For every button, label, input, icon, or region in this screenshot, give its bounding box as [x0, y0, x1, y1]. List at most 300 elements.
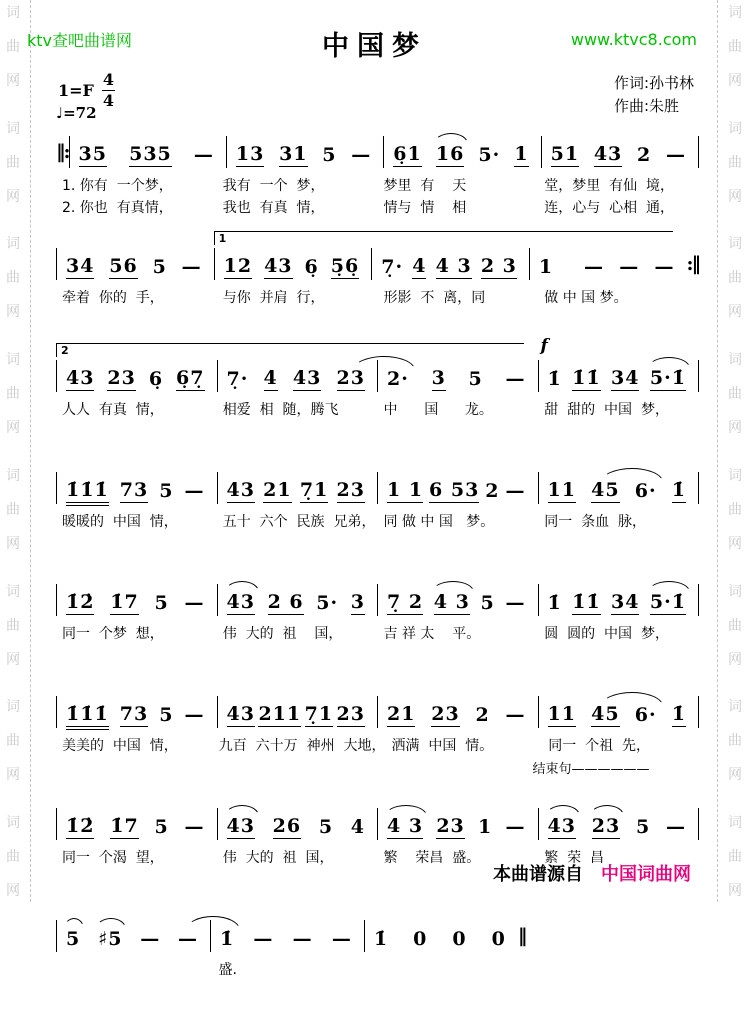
watermark-right — [726, 2, 744, 900]
watermark-group — [4, 349, 22, 437]
watermark-group — [726, 349, 744, 437]
ending-phrase-label: 结束句—————— — [532, 762, 650, 777]
lyric-segment: 盛. — [218, 962, 237, 978]
notes-row — [56, 136, 699, 168]
watermark-group — [4, 812, 22, 900]
lyric-segment: 做 中 国 梦。 — [544, 290, 628, 306]
note-group: 1̇ — [220, 930, 234, 951]
note-group: — — [292, 928, 313, 950]
lyrics-row — [56, 287, 699, 307]
note-group: 23 — [336, 479, 365, 501]
note-group: 4 — [263, 367, 278, 389]
watermark-group — [4, 118, 22, 206]
note-group: 73 — [119, 703, 149, 725]
lyric-segment: 牵着 你的 手， — [62, 290, 164, 306]
lyric-segment: 情与 情 相 — [383, 200, 467, 216]
watermark-group — [4, 581, 22, 669]
note-group: — — [505, 592, 526, 614]
watermark-char: 曲 — [728, 154, 742, 171]
note-group: 1̇ — [373, 928, 389, 950]
measure — [214, 232, 372, 280]
watermark-char: 曲 — [6, 733, 20, 750]
watermark-char: 曲 — [728, 39, 742, 55]
note-group: 1 — [514, 143, 529, 165]
measure — [538, 584, 700, 616]
measure — [56, 344, 217, 392]
watermark-char: 网 — [728, 420, 742, 437]
note-group: 5 — [66, 930, 80, 951]
note-group: — — [505, 816, 526, 838]
measure — [377, 808, 538, 840]
watermark-char: 词 — [728, 699, 742, 716]
lyric-segment — [56, 959, 212, 979]
watermark-group — [726, 118, 744, 206]
music-system — [56, 920, 699, 1016]
watermark-char: 网 — [6, 304, 20, 321]
notes-row — [56, 808, 699, 840]
note-group: 2 6 — [267, 591, 304, 613]
note-group: 7̣1 — [304, 703, 334, 725]
watermark-char: 网 — [728, 535, 742, 552]
time-top: 4 — [102, 70, 114, 89]
lyric-segment: 2. 你也 有真情， — [62, 200, 173, 216]
watermark-char: 曲 — [6, 617, 20, 634]
lyrics-row — [56, 197, 699, 217]
note-group: — — [184, 480, 205, 502]
tie-slur-arc — [601, 692, 663, 706]
note-group: 43 — [264, 255, 293, 277]
note-group: 13 — [235, 143, 265, 165]
note-group: 35 — [78, 143, 107, 165]
note-group: 21 — [263, 479, 292, 501]
notes-row — [56, 232, 700, 280]
watermark-char: 词 — [728, 5, 742, 21]
measure — [377, 472, 538, 504]
note-group: 43 — [227, 817, 255, 839]
tie-slur-arc — [432, 581, 474, 592]
watermark-group — [4, 696, 22, 784]
watermark-char: 网 — [6, 767, 20, 784]
note-group: — — [665, 816, 686, 838]
lyric-segment: 圆 圆的 中国 梦， — [544, 626, 669, 642]
tie-slur-arc — [96, 918, 126, 929]
note-group: 5 — [322, 144, 337, 166]
note-group: 23 — [431, 703, 460, 725]
lyric-segment: 我也 有真 情， — [222, 200, 325, 216]
lyric-segment: 繁 荣昌 盛。 — [383, 850, 481, 866]
note-group: 1̇1̇ — [572, 367, 601, 389]
music-system — [56, 808, 699, 904]
volta-bracket: 2 — [56, 343, 524, 357]
site-link-left[interactable]: ktv查吧曲谱网 — [27, 31, 133, 50]
watermark-char: 曲 — [728, 386, 742, 403]
lyrics-row — [56, 399, 699, 419]
measure — [529, 248, 687, 280]
watermark-left — [4, 2, 22, 900]
note-group: 73 — [119, 479, 149, 501]
note-group: 6̣ — [304, 256, 319, 278]
lyric-segment: 洒满 中国 情。 — [391, 738, 494, 754]
watermark-char: 曲 — [728, 270, 742, 287]
credits — [614, 72, 694, 117]
watermark-char: 词 — [6, 814, 20, 831]
lyric-segment — [369, 959, 525, 979]
lyric-segment: 同一 个渴 望， — [62, 850, 164, 866]
music-system — [56, 232, 700, 344]
tie-slur-arc — [648, 357, 690, 368]
note-group: 5 — [480, 592, 495, 614]
note-group: 6· — [635, 482, 657, 503]
lyrics-row — [56, 959, 525, 979]
music-system — [56, 584, 699, 680]
measure — [56, 808, 217, 840]
note-group: 43 — [66, 367, 95, 389]
tie-slur-arc — [546, 805, 580, 816]
note-group: — — [253, 928, 274, 950]
watermark-char: 曲 — [728, 501, 742, 518]
watermark-group — [726, 696, 744, 784]
measure — [377, 360, 538, 392]
watermark-char: 曲 — [6, 386, 20, 403]
note-group: — — [505, 480, 526, 502]
note-group: 6̣ — [148, 368, 164, 390]
measure — [371, 248, 529, 280]
note-group: 1̇2̇ — [66, 815, 95, 837]
note-group: 7̣· — [381, 256, 404, 278]
note-group: — — [184, 592, 205, 614]
note-group: 43 — [593, 143, 623, 165]
note-group: 2 3 — [480, 255, 517, 277]
note-group: 3 — [350, 591, 365, 613]
note-group: 34 — [611, 591, 640, 613]
note-group: 34 — [66, 255, 95, 277]
lyric-segment: 中 国 龙。 — [383, 402, 493, 418]
tie-slur-arc — [434, 133, 468, 144]
note-group: 7̣1 — [299, 479, 329, 501]
repeat-end-barline: :‖ — [686, 253, 700, 275]
note-group: 2 — [485, 480, 500, 502]
watermark-group — [4, 233, 22, 321]
note-group: 5 — [152, 256, 167, 278]
note-group: 5 — [635, 816, 651, 838]
note-group: ♯5 — [98, 930, 122, 951]
note-group: 5 — [159, 704, 174, 726]
note-group: 23 — [107, 367, 136, 389]
notes-row — [56, 584, 699, 616]
lyric-segment: 同一 个祖 先， — [548, 738, 651, 754]
lyric-segment: 连，心与 心相 通， — [544, 200, 675, 216]
lyric-segment: 相爱 相 随，腾飞 — [222, 402, 339, 418]
note-group: 43 — [292, 367, 322, 389]
watermark-char: 词 — [728, 814, 742, 831]
tie-slur-arc — [64, 918, 84, 929]
note-group: 4 3 — [435, 255, 472, 277]
lyrics-row — [56, 623, 699, 643]
watermark-char: 网 — [728, 882, 742, 899]
measure — [56, 248, 214, 280]
watermark-char: 网 — [728, 767, 742, 784]
composer-credit: 作曲:朱胜 — [613, 96, 679, 115]
note-group: 1̇7 — [110, 591, 139, 613]
source-prefix: 本曲谱源自 — [493, 864, 583, 885]
note-group: 5·1̇ — [650, 369, 686, 391]
note-group: 5 — [318, 816, 334, 838]
notes-row — [56, 920, 525, 952]
note-group: 16 — [436, 145, 464, 167]
watermark-char: 曲 — [728, 733, 742, 750]
watermark-char: 网 — [6, 882, 20, 899]
final-barline: ‖ — [517, 925, 526, 947]
note-group: 0 — [491, 928, 506, 950]
note-group: — — [181, 256, 202, 278]
note-group: — — [351, 144, 372, 166]
watermark-char: 词 — [6, 120, 20, 137]
tie-slur-arc — [225, 581, 259, 592]
watermark-char: 词 — [728, 236, 742, 253]
watermark-char: 网 — [728, 188, 742, 205]
measure — [210, 920, 364, 952]
note-group: — — [193, 144, 214, 166]
lyric-segment: 同一 条血 脉， — [544, 514, 647, 530]
lyric-segment: 吉 祥 太 平。 — [383, 626, 481, 642]
tie-slur-arc — [225, 805, 259, 816]
watermark-char: 网 — [6, 651, 20, 668]
note-group: — — [665, 144, 686, 166]
lyric-segment: 我有 一个 梦， — [222, 178, 325, 194]
note-group: 5 — [154, 816, 169, 838]
tie-slur-arc — [353, 356, 415, 370]
note-group: 7̣· — [226, 368, 249, 390]
note-group: 4 3 — [387, 817, 423, 839]
note-group: 6̣1 — [393, 143, 422, 165]
note-group: 5·1̇ — [650, 593, 686, 615]
watermark-char: 词 — [6, 699, 20, 716]
measure — [217, 808, 378, 840]
lyric-segment: 堂，梦里 有仙 境， — [544, 178, 675, 194]
note-group: — — [140, 928, 161, 950]
note-group: 1̇ — [671, 703, 686, 725]
lyric-segment: 伟 大的 祖 国， — [222, 850, 334, 866]
note-group: 1̇7 — [110, 815, 139, 837]
note-group: 211 — [258, 703, 302, 725]
note-group: 23 — [592, 817, 620, 839]
tempo-value: =72 — [63, 104, 97, 122]
watermark-group — [726, 465, 744, 553]
tie-slur-arc — [186, 916, 240, 930]
measure — [377, 696, 538, 728]
note-group: 3 — [431, 367, 446, 389]
watermark-char: 网 — [728, 304, 742, 321]
note-group: 6 53 — [429, 479, 480, 501]
note-group: 0 — [452, 928, 467, 950]
measure — [56, 584, 217, 616]
lyric-segment: 繁 荣 昌 — [544, 850, 605, 866]
note-group: 11 — [547, 703, 576, 725]
quarter-note-icon: ♩ — [56, 104, 64, 122]
note-group: — — [505, 704, 526, 726]
tie-slur-arc — [601, 468, 663, 482]
music-system — [56, 472, 699, 568]
note-group: 43 — [548, 817, 576, 839]
lyric-segment: 甜 甜的 中国 梦， — [544, 402, 669, 418]
note-group: 5· — [478, 144, 501, 166]
lyric-segment: 伟 大的 祖 国， — [222, 626, 343, 642]
measure — [226, 136, 383, 168]
note-group: 1̇1̇1̇ — [66, 479, 109, 501]
note-group: 5̣6̣ — [330, 255, 360, 277]
lyric-segment: 同一 个梦 想， — [62, 626, 164, 642]
note-group: 31 — [279, 143, 308, 165]
measure — [217, 360, 378, 392]
watermark-char: 曲 — [728, 617, 742, 634]
note-group: 535 — [129, 143, 172, 165]
lyricist-credit: 作词:孙书林 — [613, 74, 694, 92]
note-group: 1̇ — [671, 479, 686, 501]
watermark-group — [726, 233, 744, 321]
watermark-char: 网 — [728, 73, 742, 89]
measure — [541, 136, 699, 168]
watermark-char: 曲 — [728, 848, 742, 865]
note-group: 1̇1̇1̇ — [66, 703, 109, 725]
page-title: 中国梦 — [322, 31, 427, 62]
note-group: 4 3 — [434, 593, 470, 615]
measure — [538, 472, 700, 504]
note-group: 1̇2̇ — [66, 591, 95, 613]
repeat-start-barline: ‖: — [56, 141, 69, 163]
note-group: 11 — [547, 479, 576, 501]
left-dashed-border — [30, 0, 31, 902]
watermark-char: 曲 — [6, 39, 20, 55]
note-group: 6̣7̣ — [176, 367, 205, 389]
lyric-segment: 梦里 有 天 — [383, 178, 467, 194]
note-group: 5· — [316, 592, 339, 614]
lyric-segment: 美美的 中国 情， — [62, 738, 178, 754]
lyric-segment: 五十 六个 民族 兄弟， — [222, 514, 376, 530]
note-group: 1̇1̇ — [572, 591, 601, 613]
right-dashed-border — [717, 0, 718, 902]
lyrics-row — [56, 735, 699, 755]
note-group: — — [177, 928, 198, 950]
note-group: 5 — [159, 480, 174, 502]
note-group: 1 — [478, 816, 493, 838]
note-group: — — [184, 704, 205, 726]
measure — [56, 472, 217, 504]
watermark-char: 词 — [728, 583, 742, 600]
watermark-char: 曲 — [6, 848, 20, 865]
music-system — [56, 336, 699, 456]
note-group: 2· — [387, 370, 409, 391]
watermark-char: 词 — [728, 352, 742, 369]
note-group: — — [184, 816, 205, 838]
measure — [538, 336, 700, 392]
site-link-right[interactable]: www.ktvc8.com — [570, 30, 697, 49]
watermark-char: 词 — [728, 467, 742, 484]
watermark-char: 词 — [6, 467, 20, 484]
note-group: 43 — [226, 703, 255, 725]
dynamic-marking: f — [540, 336, 548, 356]
watermark-char: 曲 — [6, 154, 20, 171]
note-group: 23 — [436, 815, 465, 837]
lyric-segment: 人人 有真 情， — [62, 402, 164, 418]
watermark-char: 网 — [6, 420, 20, 437]
watermark-char: 网 — [6, 73, 20, 89]
note-group: 43 — [226, 479, 255, 501]
lyrics-row — [56, 511, 699, 531]
measure — [383, 136, 540, 168]
note-group: 2 — [637, 144, 652, 166]
lyric-segment: 九百 六十万 神州 大地， — [218, 738, 386, 754]
measure — [217, 472, 378, 504]
note-group: — — [331, 928, 352, 950]
source-site-link[interactable]: 中国词曲网 — [601, 864, 691, 885]
measure — [217, 696, 378, 728]
watermark-group — [4, 465, 22, 553]
watermark-char: 曲 — [6, 270, 20, 287]
lyric-segment: 1. 你有 一个梦， — [62, 178, 173, 194]
measure — [56, 696, 217, 728]
note-group: 4 — [350, 816, 365, 838]
note-group: 5 — [468, 368, 483, 390]
music-system — [56, 696, 699, 792]
footer — [493, 860, 691, 886]
note-group: 6· — [635, 706, 657, 727]
lyric-segment: 暖暖的 中国 情， — [62, 514, 178, 530]
note-group: 2 — [475, 704, 490, 726]
lyric-segment: 形影 不 离，同 — [383, 290, 486, 306]
note-group: 1̇ — [547, 592, 562, 614]
note-group: 51 — [550, 143, 580, 165]
note-group: 1 — [538, 256, 554, 278]
watermark-group — [726, 812, 744, 900]
watermark-char: 网 — [6, 535, 20, 552]
note-group: 45 — [591, 703, 620, 725]
note-group: 12 — [223, 255, 253, 277]
note-group: 0 — [413, 928, 428, 950]
note-group: 23 — [336, 367, 365, 389]
note-group: 1 1 — [387, 479, 424, 501]
note-group: 1̇ — [547, 368, 562, 390]
measure — [217, 584, 378, 616]
note-group: 45 — [591, 479, 620, 501]
measure — [538, 808, 700, 840]
tie-slur-arc — [385, 805, 427, 816]
measure — [364, 920, 518, 952]
watermark-char: 词 — [728, 120, 742, 137]
note-group: 21 — [387, 703, 416, 725]
key-label: 1=F — [58, 81, 94, 100]
measure — [377, 584, 538, 616]
note-group: 4 — [412, 255, 427, 277]
note-group: 56 — [109, 255, 138, 277]
watermark-char: 曲 — [6, 501, 20, 518]
note-group: — — — — [584, 256, 675, 278]
time-signature — [102, 72, 115, 109]
note-group: — — [505, 368, 526, 390]
watermark-char: 词 — [6, 583, 20, 600]
tie-slur-arc — [590, 805, 624, 816]
tie-slur-arc — [648, 581, 690, 592]
lyric-segment: 同 做 中 国 梦。 — [383, 514, 495, 530]
lyrics-row — [56, 175, 699, 195]
music-system — [56, 136, 699, 232]
notes-row — [56, 336, 699, 392]
note-group: 43 — [227, 593, 255, 615]
note-group: 34 — [611, 367, 640, 389]
watermark-char: 词 — [6, 352, 20, 369]
notes-row — [56, 472, 699, 504]
note-group: 7̣ 2 — [387, 591, 424, 613]
watermark-char: 网 — [6, 188, 20, 205]
